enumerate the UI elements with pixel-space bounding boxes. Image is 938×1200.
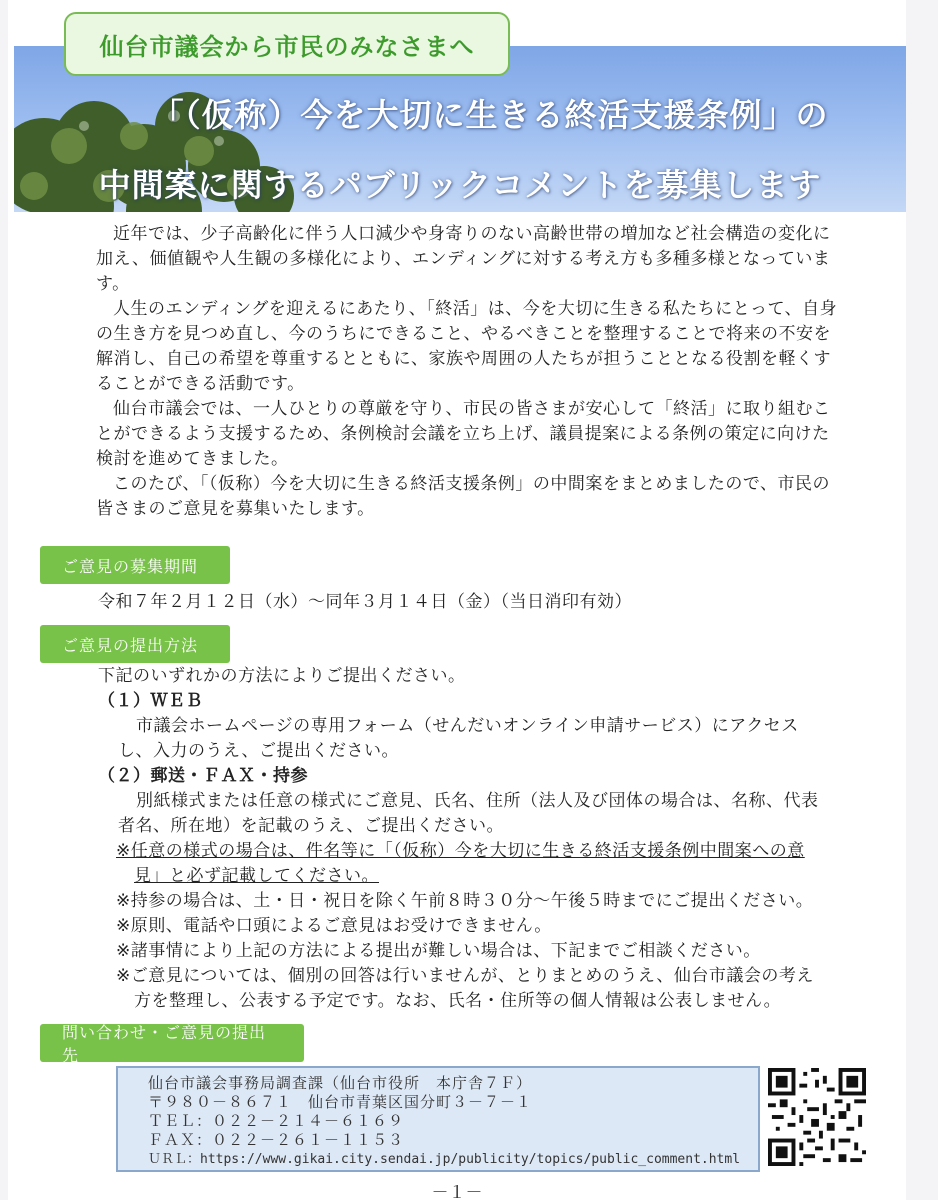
period-text: 令和７年２月１２日（水）～同年３月１４日（金）（当日消印有効） <box>98 592 632 612</box>
web-heading: （１）ＷＥＢ <box>98 691 203 711</box>
contact-fax: ＦＡＸ：０２２－２６１－１１５３ <box>148 1131 405 1149</box>
note-1b: 見」と必ず記載してください。 <box>134 866 379 886</box>
contact-url[interactable]: ＵＲＬ：https://www.gikai.city.sendai.jp/publicity/topics/public_comment.html <box>148 1152 741 1167</box>
mail-text-2: 者名、所在地）を記載のうえ、ご提出ください。 <box>118 816 505 836</box>
mail-heading: （２）郵送・ＦＡＸ・持参 <box>98 766 308 786</box>
method-intro: 下記のいずれかの方法によりご提出ください。 <box>98 666 466 686</box>
note-5b: 方を整理し、公表する予定です。なお、氏名・住所等の個人情報は公表しません。 <box>134 991 782 1011</box>
intro-paragraph-2: 人生のエンディングを迎えるにあたり、「終活」は、今を大切に生きる私たちにとって、自身の生き方を見つめ直し、今のうちにできること、やるべきことを整理することで将来の不安を解消し、自己の希望を尊重するとともに、家族や周囲の人たちが担うこととなる役割を軽くすることができる活動です。 <box>96 299 838 394</box>
intro-paragraph-4: このたび、「（仮称）今を大切に生きる終活支援条例」の中間案をまとめましたので、市民の皆さまのご意見を募集いたします。 <box>96 474 830 519</box>
title-line-2: 中間案に関するパブリックコメントを募集します <box>98 166 822 204</box>
contact-address: 〒９８０－８６７１ 仙台市青葉区国分町３－７－１ <box>148 1093 533 1111</box>
note-1a: ※任意の様式の場合は、件名等に「（仮称）今を大切に生きる終活支援条例中間案への意 <box>116 841 805 861</box>
qr-code-icon <box>768 1068 866 1166</box>
contact-box <box>116 1066 760 1172</box>
note-2: ※持参の場合は、土・日・祝日を除く午前８時３０分～午後５時までにご提出ください。 <box>116 891 814 911</box>
intro-text <box>96 222 846 522</box>
section-label-period: ご意見の募集期間 <box>40 546 230 584</box>
header-pill-title: 仙台市議会から市民のみなさまへ <box>64 12 510 76</box>
note-3: ※原則、電話や口頭によるご意見はお受けできません。 <box>116 916 552 936</box>
web-text-1: 市議会ホームページの専用フォーム（せんだいオンライン申請サービス）にアクセス <box>136 716 799 736</box>
intro-paragraph-1: 近年では、少子高齢化に伴う人口減少や身寄りのない高齢世帯の増加など社会構造の変化に加え、価値観や人生観の多様化により、エンディングに対する考え方も多種多様となっています。 <box>96 224 831 294</box>
document-page <box>8 0 906 1200</box>
web-text-2: し、入力のうえ、ご提出ください。 <box>118 741 400 761</box>
intro-paragraph-3: 仙台市議会では、一人ひとりの尊厳を守り、市民の皆さまが安心して「終活」に取り組むことができるよう支援するため、条例検討会議を立ち上げ、議員提案による条例の策定に向けた検討を進めてきました。 <box>96 399 831 469</box>
note-5a: ※ご意見については、個別の回答は行いませんが、とりまとめのうえ、仙台市議会の考え <box>116 966 814 986</box>
page-number: －１－ <box>431 1183 483 1200</box>
title-line-1: 「（仮称）今を大切に生きる終活支援条例」の <box>151 96 829 134</box>
section-label-method: ご意見の提出方法 <box>40 625 230 663</box>
note-4: ※諸事情により上記の方法による提出が難しい場合は、下記までご相談ください。 <box>116 941 761 961</box>
contact-tel: ＴＥＬ：０２２－２１４－６１６９ <box>148 1112 405 1130</box>
section-label-contact: 問い合わせ・ご意見の提出先 <box>40 1024 304 1062</box>
contact-dept: 仙台市議会事務局調査課（仙台市役所 本庁舎７Ｆ） <box>148 1074 533 1092</box>
mail-text-1: 別紙様式または任意の様式にご意見、氏名、住所（法人及び団体の場合は、名称、代表 <box>136 791 819 811</box>
